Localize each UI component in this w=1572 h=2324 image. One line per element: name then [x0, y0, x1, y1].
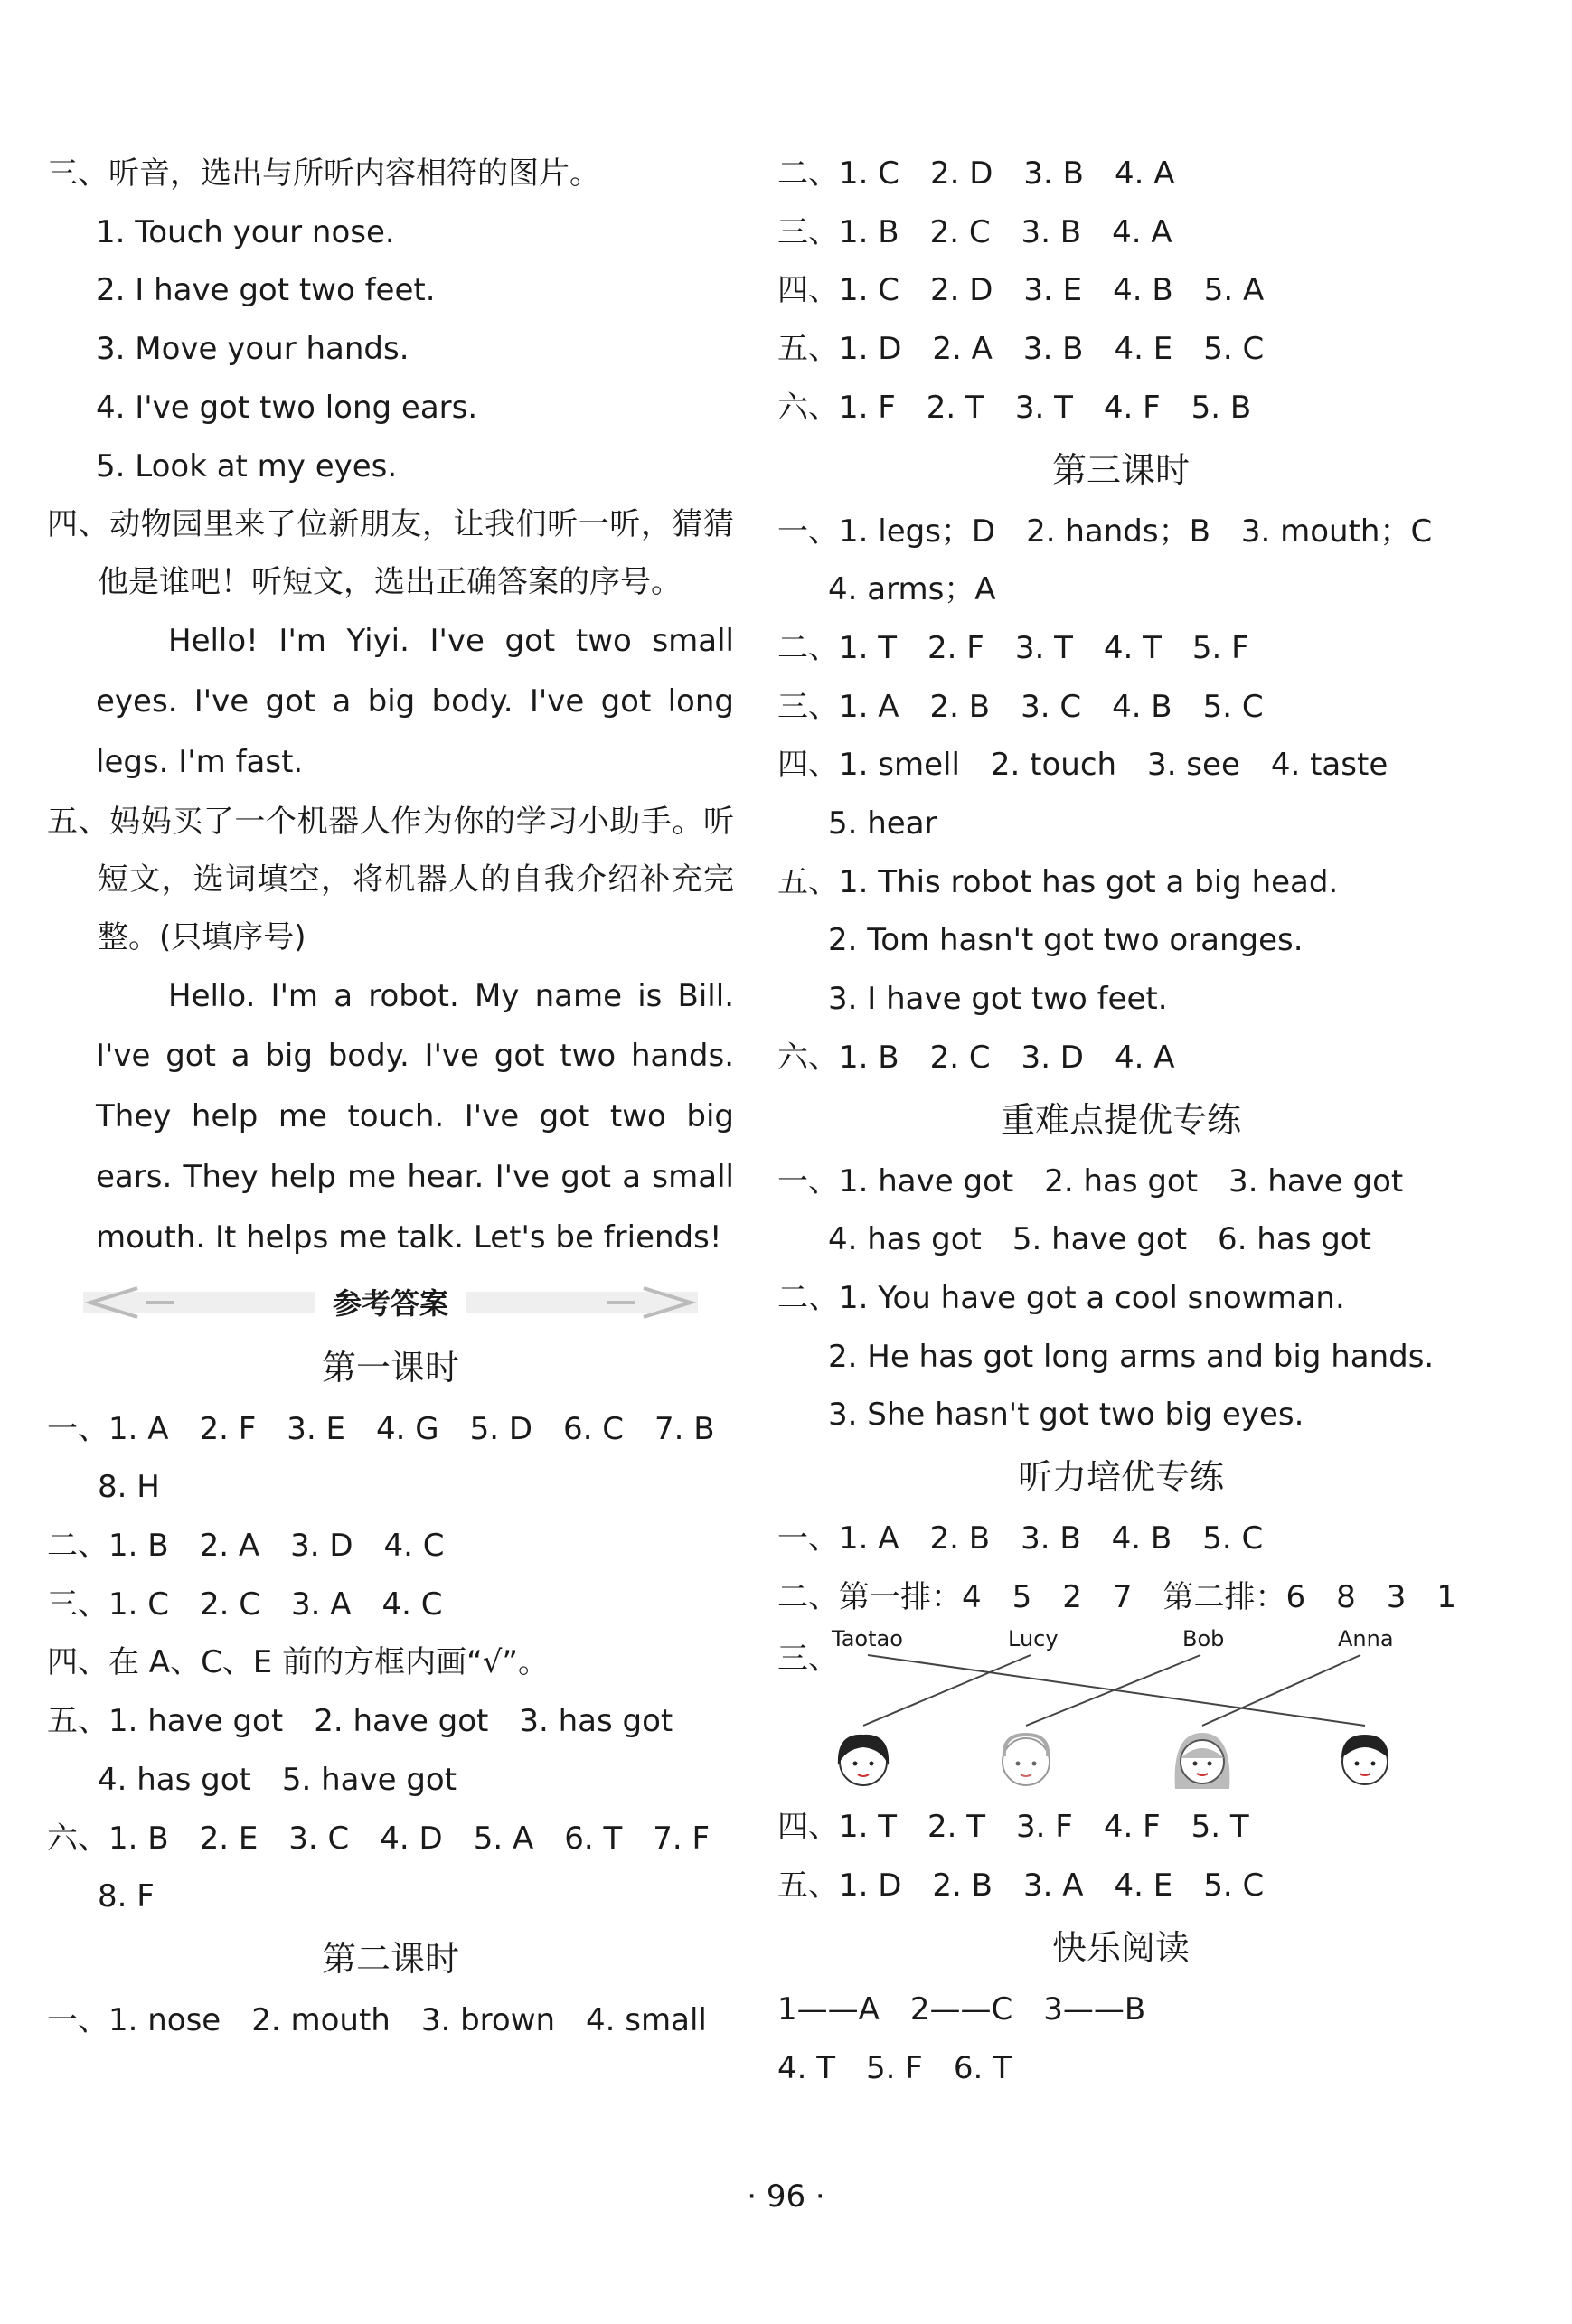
answer-line: 二、1. You have got a cool snowman. [777, 1279, 1345, 1316]
happy-reading-title: 快乐阅读 [1051, 1927, 1190, 1968]
matching-lines [777, 1626, 1464, 1798]
right-arrow-ornament-icon [607, 1284, 698, 1321]
answer-line: 二、1. C 2. D 3. B 4. A [777, 155, 1175, 192]
answer-line: 五、1. D 2. A 3. B 4. E 5. C [777, 331, 1265, 368]
answer-line: 一、1. legs；D 2. hands；B 3. mouth；C [777, 513, 1433, 550]
answer-line: 8. F [98, 1878, 155, 1915]
matching-figure [777, 1626, 1464, 1798]
answer-line: 一、1. A 2. F 3. E 4. G 5. D 6. C 7. B [47, 1410, 715, 1447]
girl-long-hair-face-icon [1175, 1733, 1230, 1789]
name-label: Lucy [1008, 1626, 1059, 1652]
answers-title: 参考答案 [315, 1281, 466, 1322]
q3-item: 3. Move your hands. [96, 331, 409, 368]
q4-block [47, 495, 734, 611]
listening-practice-title: 听力培优专练 [1017, 1457, 1224, 1498]
answer-line: 2. Tom hasn't got two oranges. [828, 922, 1304, 959]
lesson2-title: 第二课时 [321, 1938, 459, 1979]
answer-line: 五、1. This robot has got a big head. [777, 863, 1339, 900]
match-line [1202, 1655, 1360, 1726]
answer-line: 4. has got 5. have got [98, 1761, 457, 1798]
answer-line: 二、第一排：4 5 2 7 第二排：6 8 3 1 [777, 1578, 1457, 1615]
q5-title: 五、妈妈买了一个机器人作为你的学习小助手。听短文，选词填空，将机器人的自我介绍补充完整。(只填序号) [47, 803, 734, 955]
answer-line: 四、1. C 2. D 3. E 4. B 5. A [777, 272, 1265, 309]
answer-line: 六、1. B 2. C 3. D 4. A [777, 1039, 1175, 1076]
answer-line: 一、1. have got 2. has got 3. have got [777, 1162, 1404, 1200]
answer-line: 5. hear [828, 805, 937, 842]
answers-banner [47, 1268, 734, 1335]
name-label: Anna [1338, 1626, 1394, 1652]
q3-item: 2. I have got two feet. [96, 272, 436, 309]
girl-face-icon [838, 1735, 889, 1785]
q3-item: 4. I've got two long ears. [96, 389, 478, 426]
answer-line: 4. arms；A [828, 571, 996, 608]
q5-block [47, 793, 734, 966]
answer-line: 3. She hasn't got two big eyes. [828, 1397, 1304, 1434]
name-label: Taotao [832, 1626, 903, 1652]
name-label: Bob [1182, 1626, 1225, 1652]
answer-line: 三、1. B 2. C 3. B 4. A [777, 213, 1172, 250]
q3-title: 三、听音，选出与所听内容相符的图片。 [47, 155, 600, 192]
answer-line: 一、1. A 2. B 3. B 4. B 5. C [777, 1520, 1264, 1557]
answer-line: 三、1. A 2. B 3. C 4. B 5. C [777, 688, 1264, 725]
answer-line: 六、1. F 2. T 3. T 4. F 5. B [777, 389, 1252, 426]
answer-line: 2. He has got long arms and big hands. [828, 1338, 1435, 1375]
answer-line: 8. H [98, 1469, 160, 1506]
q4-passage: Hello! I'm Yiyi. I've got two small eyes. I've got a big body. I've got long legs. I'm fast. [96, 623, 734, 780]
q5-passage: Hello. I'm a robot. My name is Bill. I've got a big body. I've got two hands. They help me touch. I've got two big ears. They help me hear. I've got a small mouth. It helps me talk. Let's be friends! [96, 977, 734, 1256]
lesson3-title: 第三课时 [1051, 449, 1190, 490]
right-column [777, 145, 1464, 2097]
answer-line: 四、在 A、C、E 前的方框内画“√”。 [47, 1644, 549, 1681]
answer-line: 4. has got 5. have got 6. has got [828, 1221, 1371, 1258]
answer-line: 四、1. smell 2. touch 3. see 4. taste [777, 747, 1388, 784]
answer-line: 六、1. B 2. E 3. C 4. D 5. A 6. T 7. F [47, 1820, 711, 1857]
match-prefix: 三、 [777, 1641, 839, 1678]
q3-item: 5. Look at my eyes. [96, 447, 398, 485]
answer-line: 三、1. C 2. C 3. A 4. C [47, 1585, 443, 1623]
answer-line: 二、1. T 2. F 3. T 4. T 5. F [777, 629, 1249, 666]
answer-line: 二、1. B 2. A 3. D 4. C [47, 1528, 445, 1564]
boy-short-hair-face-icon [1341, 1735, 1388, 1784]
answer-line: 4. T 5. F 6. T [777, 2049, 1012, 2086]
lesson1-title: 第一课时 [321, 1347, 459, 1388]
page-number: · 96 · [747, 2178, 825, 2215]
left-column [47, 145, 734, 2050]
left-arrow-ornament-icon [83, 1284, 174, 1321]
key-practice-title: 重难点提优专练 [1000, 1099, 1241, 1140]
match-line [868, 1655, 1365, 1726]
answer-line: 3. I have got two feet. [828, 981, 1168, 1018]
answer-line: 五、1. have got 2. have got 3. has got [47, 1703, 673, 1740]
answer-line: 五、1. D 2. B 3. A 4. E 5. C [777, 1868, 1265, 1905]
q3-item: 1. Touch your nose. [96, 213, 395, 250]
answer-line: 四、1. T 2. T 3. F 4. F 5. T [777, 1809, 1249, 1846]
answer-line: 1——A 2——C 3——B [777, 1990, 1146, 2028]
q4-title: 四、动物园里来了位新朋友，让我们听一听，猜猜他是谁吧！听短文，选出正确答案的序号。 [47, 506, 734, 601]
boy-curly-face-icon [1003, 1735, 1050, 1785]
match-line [1026, 1655, 1200, 1726]
answer-line: 一、1. nose 2. mouth 3. brown 4. small [47, 2001, 707, 2038]
